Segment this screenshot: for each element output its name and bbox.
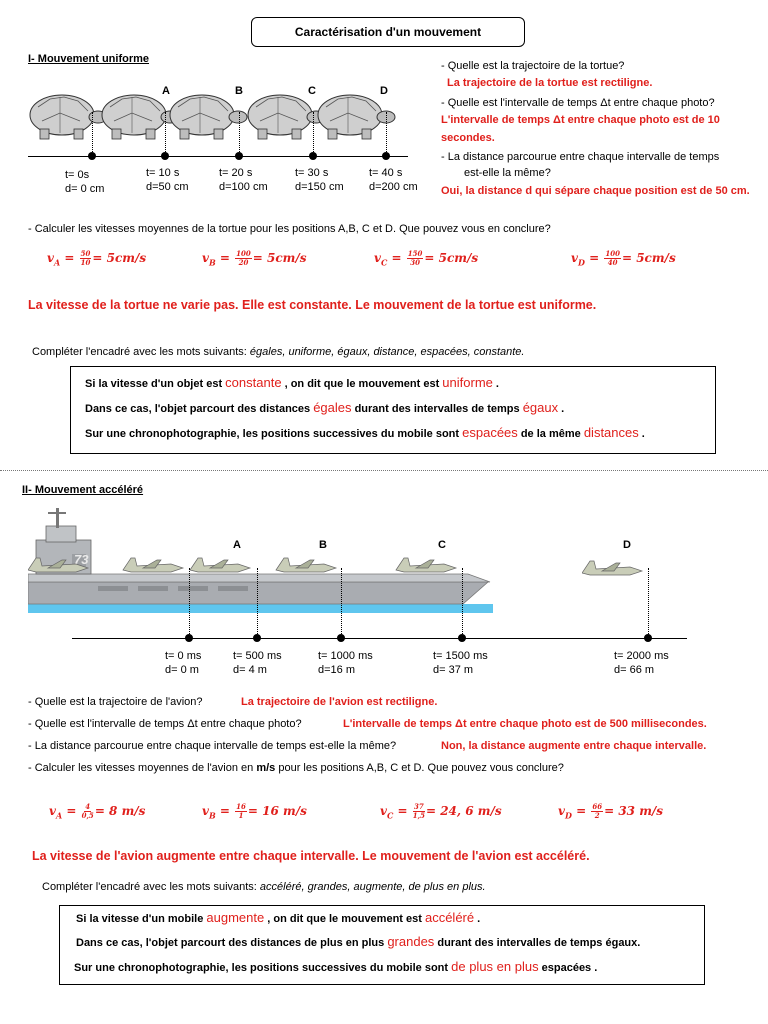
time-axis [72, 638, 687, 639]
position-label: t= 2000 ms d= 66 m [614, 650, 669, 676]
conclusion-accelerated: La vitesse de l'avion augmente entre chaque intervalle. Le mouvement de l'avion est accéléré. [32, 849, 590, 863]
position-letter-a: A [162, 85, 170, 97]
position-dot [458, 634, 466, 642]
position-dot [235, 152, 243, 160]
tortoise-chronophotography [20, 85, 420, 160]
box-line: Sur une chronophotographie, les positions successives du mobile sont espacées de la même distances . [85, 425, 645, 440]
position-letter-d: D [623, 539, 631, 551]
drop-line [239, 112, 240, 156]
answer-distance: Oui, la distance d qui sépare chaque position est de 50 cm. [441, 185, 750, 197]
complete-instruction: Compléter l'encadré avec les mots suivants: accéléré, grandes, augmente, de plus en plus. [42, 881, 486, 893]
question-distance: - La distance parcourue entre chaque intervalle de temps [441, 151, 720, 163]
calc-question: - Calculer les vitesses moyennes de l'avion en m/s pour les positions A,B, C et D. Que pouvez vous conclure? [28, 762, 564, 774]
position-label: t= 1000 ms d=16 m [318, 650, 373, 676]
box-line: Si la vitesse d'un mobile augmente , on dit que le mouvement est accéléré . [76, 910, 481, 925]
drop-line [257, 568, 258, 638]
position-dot [88, 152, 96, 160]
position-label: t= 0 ms d= 0 m [165, 650, 202, 676]
position-dot [337, 634, 345, 642]
conclusion-uniform: La vitesse de la tortue ne varie pas. Elle est constante. Le mouvement de la tortue est uniforme. [28, 298, 597, 312]
svg-text:73: 73 [74, 552, 89, 567]
question-trajectory: - Quelle est la trajectoire de la tortue? [441, 60, 625, 72]
aircraft-carrier-illustration [28, 500, 498, 615]
section-2-heading: II- Mouvement accéléré [22, 484, 144, 496]
position-label: t= 20 s d=100 cm [219, 167, 268, 193]
question-interval: - Quelle est l'intervalle de temps Δt entre chaque photo? [28, 718, 302, 730]
position-letter-a: A [233, 539, 241, 551]
box-line: Sur une chronophotographie, les positions successives du mobile sont de plus en plus espacées . [74, 959, 598, 974]
position-label: t= 1500 ms d= 37 m [433, 650, 488, 676]
position-label: t= 0s d= 0 cm [65, 169, 105, 195]
plane-d-illustration [582, 557, 652, 579]
position-letter-c: C [308, 85, 316, 97]
position-dot [382, 152, 390, 160]
question-distance-cont: est-elle la même? [464, 167, 551, 179]
drop-line [386, 112, 387, 156]
position-dot [253, 634, 261, 642]
answer-trajectory: La trajectoire de la tortue est rectiligne. [447, 77, 653, 89]
speed-formula: $v_B$ = $\frac{100}{20}$ = 5cm/s [202, 249, 307, 268]
page-title: Caractérisation d'un mouvement [251, 17, 525, 47]
position-label: t= 30 s d=150 cm [295, 167, 344, 193]
answer-interval: L'intervalle de temps Δt entre chaque photo est de 500 millisecondes. [343, 718, 707, 730]
position-label: t= 500 ms d= 4 m [233, 650, 282, 676]
drop-line [313, 112, 314, 156]
speed-formula: $v_D$ = $\frac{100}{40}$ = 5cm/s [571, 249, 676, 268]
question-interval: - Quelle est l'intervalle de temps Δt entre chaque photo? [441, 97, 715, 109]
speed-formula: $v_A$ = $\frac{50}{10}$ = 5cm/s [47, 249, 147, 268]
question-distance: - La distance parcourue entre chaque intervalle de temps est-elle la même? [28, 740, 397, 752]
speed-formula: $v_C$ = $\frac{150}{30}$ = 5cm/s [374, 249, 479, 268]
drop-line [165, 112, 166, 156]
position-label: t= 40 s d=200 cm [369, 167, 418, 193]
drop-line [92, 112, 93, 156]
position-dot [185, 634, 193, 642]
position-letter-d: D [380, 85, 388, 97]
position-letter-b: B [319, 539, 327, 551]
position-dot [161, 152, 169, 160]
drop-line [462, 568, 463, 638]
summary-box-uniform [70, 366, 716, 454]
position-dot [644, 634, 652, 642]
position-label: t= 10 s d=50 cm [146, 167, 189, 193]
box-line: Si la vitesse d'un objet est constante , on dit que le mouvement est uniforme . [85, 375, 499, 390]
box-line: Dans ce cas, l'objet parcourt des distances de plus en plus grandes durant des intervalles de temps égaux. [76, 934, 641, 949]
answer-interval-cont: secondes. [441, 132, 495, 144]
summary-box-accelerated [59, 905, 705, 985]
calc-question: - Calculer les vitesses moyennes de la tortue pour les positions A,B, C et D. Que pouvez vous en conclure? [28, 223, 551, 235]
question-trajectory: - Quelle est la trajectoire de l'avion? [28, 696, 203, 708]
time-axis [28, 156, 408, 157]
drop-line [648, 568, 649, 638]
answer-distance: Non, la distance augmente entre chaque intervalle. [441, 740, 707, 752]
position-letter-b: B [235, 85, 243, 97]
position-dot [309, 152, 317, 160]
drop-line [189, 568, 190, 638]
speed-formula: $v_B$ = $\frac{16}{1}$ = 16 m/s [202, 802, 307, 821]
speed-formula: $v_C$ = $\frac{37}{1,5}$ = 24, 6 m/s [380, 802, 502, 821]
position-letter-c: C [438, 539, 446, 551]
speed-formula: $v_A$ = $\frac{4}{0,5}$ = 8 m/s [49, 802, 146, 821]
section-divider [0, 470, 768, 471]
answer-interval: L'intervalle de temps Δt entre chaque photo est de 10 [441, 114, 720, 126]
complete-instruction: Compléter l'encadré avec les mots suivants: égales, uniforme, égaux, distance, espacées, constante. [32, 346, 525, 358]
box-line: Dans ce cas, l'objet parcourt des distances égales durant des intervalles de temps égaux . [85, 400, 565, 415]
section-1-heading: I- Mouvement uniforme [28, 53, 150, 65]
drop-line [341, 568, 342, 638]
speed-formula: $v_D$ = $\frac{66}{2}$ = 33 m/s [558, 802, 664, 821]
answer-trajectory: La trajectoire de l'avion est rectiligne. [241, 696, 438, 708]
